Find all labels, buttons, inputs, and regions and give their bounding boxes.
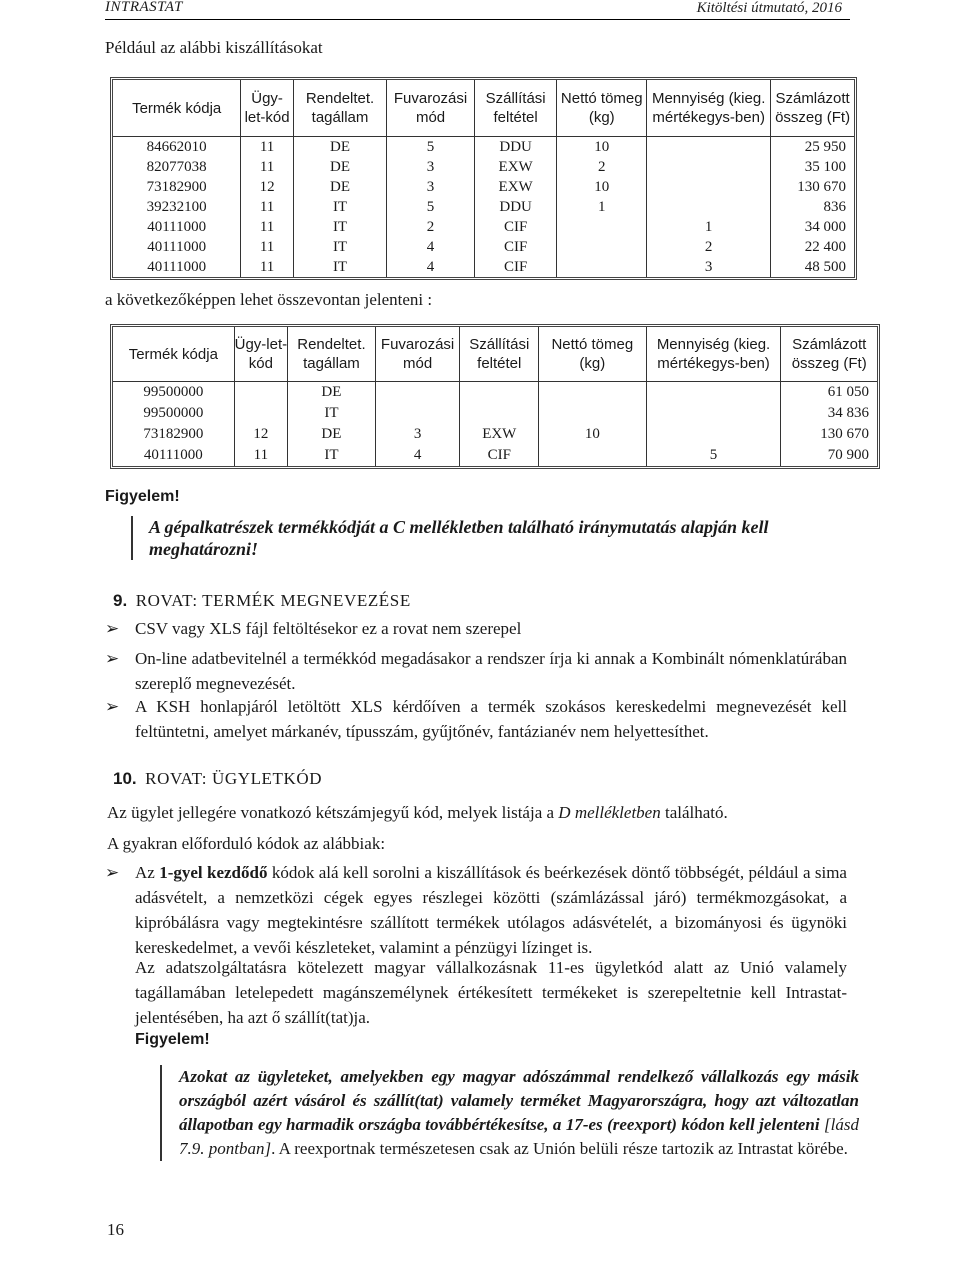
table-cell: 34 836 (780, 403, 877, 424)
table-cell: IT (293, 257, 386, 277)
table-row (113, 157, 854, 177)
table-cell: 40111000 (147, 219, 207, 235)
column-header: Számlázott összeg (Ft) (780, 327, 877, 382)
table-cell: 48 500 (770, 257, 854, 277)
column-header: Nettó tömeg (kg) (538, 327, 646, 382)
table-cell (538, 403, 646, 424)
table-cell: 4 (375, 445, 460, 466)
table-cell (556, 257, 646, 277)
table-cell: 11 (240, 237, 293, 257)
table-cell: IT (287, 445, 375, 466)
table-cell: 1 (556, 197, 646, 217)
section-number: 10. (113, 769, 137, 788)
table-cell: DE (293, 157, 386, 177)
table-cell: 3 (375, 424, 460, 445)
table-cell: 11 (240, 157, 293, 177)
bullet-text: On-line adatbevitelnél a termékkód megadásakor a rendszer írja ki annak a Kombinált nómenklatúrában szereplő megnevezését. (135, 649, 847, 693)
table-cell (646, 403, 781, 424)
column-header: Rendeltet. tagállam (287, 327, 375, 382)
table-cell: CIF (474, 237, 556, 257)
table-cell: IT (293, 197, 386, 217)
table-cell: 2 (386, 217, 474, 237)
table-cell (538, 382, 646, 403)
table-cell: 25 950 (770, 137, 854, 157)
table-cell (646, 177, 770, 197)
section-10-heading (113, 769, 322, 789)
column-header: Nettó tömeg (kg) (556, 80, 646, 137)
warning-title: Figyelem! (105, 488, 180, 505)
header-left: INTRASTAT (105, 0, 183, 15)
column-header: Ügy-let-kód (234, 327, 288, 382)
table-cell: DDU (474, 137, 556, 157)
table-cell: 39232100 (146, 199, 207, 215)
table-cell: 5 (386, 197, 474, 217)
table-cell: DDU (474, 197, 556, 217)
table-cell: EXW (459, 424, 538, 445)
table-cell: CIF (474, 217, 556, 237)
table-cell: 73182900 (143, 426, 204, 442)
table-row (113, 197, 854, 217)
arrow-bullet-icon: ➢ (105, 649, 120, 668)
table-cell: 3 (386, 177, 474, 197)
table-cell: 836 (770, 197, 854, 217)
section-title: ROVAT: ÜGYLETKÓD (145, 769, 323, 788)
table-cell: 99500000 (143, 384, 204, 400)
section-reference: [lásd 7.9. pontban] (179, 1115, 860, 1158)
table-row (113, 257, 854, 277)
table-cell: 10 (556, 177, 646, 197)
table-cell: 2 (646, 237, 770, 257)
table-cell: 11 (240, 257, 293, 277)
table-cell (556, 237, 646, 257)
table-cell: 4 (386, 257, 474, 277)
table-cell: DE (287, 424, 375, 445)
table-cell: EXW (474, 157, 556, 177)
table-body (113, 137, 854, 277)
table-cell: 5 (386, 137, 474, 157)
table-cell (646, 424, 781, 445)
page-header (105, 0, 850, 20)
table-cell: 1 (646, 217, 770, 237)
table-row (113, 382, 877, 403)
bullet-item (105, 694, 847, 744)
indented-paragraph: Az adatszolgáltatásra kötelezett magyar vállalkozásnak 11-es ügyletkód alatt az Unió valamely tagállamában letelepedett magánszemélynek értékesített termékeket is szerepeltetnie kell Intrastat-jelentésében, ha azt ő szállít(tat)ja. (135, 958, 847, 1027)
annex-ref: D mellékletben (558, 803, 661, 822)
table-cell: 3 (386, 157, 474, 177)
table-row (113, 137, 854, 157)
table-cell: DE (293, 177, 386, 197)
table-cell: 130 670 (770, 177, 854, 197)
table-cell (459, 382, 538, 403)
table-cell: 130 670 (780, 424, 877, 445)
table-cell: 12 (234, 424, 288, 445)
warning-text: Azokat az ügyleteket, amelyekben egy magyar adószámmal rendelkező vállalkozás egy másik országból azért vásárol és szállít(tat) valamely terméket Magyarországra, hogy azt változatlan állapotban egy harmadik országba továbbértékesítse, a 17-es (reexport) kódon kell jelenteni (179, 1067, 859, 1134)
arrow-bullet-icon: ➢ (105, 697, 120, 716)
column-header: Ügy-let-kód (240, 80, 293, 137)
table-cell: 10 (556, 137, 646, 157)
table-cell: DE (287, 382, 375, 403)
table-cell: 40111000 (143, 447, 203, 463)
warning-box (160, 1065, 859, 1161)
table-cell: 4 (386, 237, 474, 257)
column-header: Mennyiség (kieg. mértékegys-ben) (646, 327, 781, 382)
column-header: Mennyiség (kieg. mértékegys-ben) (646, 80, 770, 137)
table-cell (234, 403, 288, 424)
table-cell (646, 382, 781, 403)
bullet-item (105, 860, 847, 960)
table-row (113, 403, 877, 424)
column-header: Szállítási feltétel (474, 80, 556, 137)
table-cell: IT (287, 403, 375, 424)
table-header-row (113, 80, 854, 137)
table-row (113, 424, 877, 445)
warning-box: A gépalkatrészek termékkódját a C mellékletben található iránymutatás alapján kell meghatározni! (131, 516, 879, 560)
table-cell: 99500000 (143, 405, 204, 421)
table-cell (459, 403, 538, 424)
table-row (113, 445, 877, 466)
arrow-bullet-icon: ➢ (105, 863, 120, 882)
table-cell (646, 137, 770, 157)
column-header: Szállítási feltétel (459, 327, 538, 382)
header-right: Kitöltési útmutató, 2016 (696, 0, 842, 16)
table-cell (375, 382, 460, 403)
table-cell: 3 (646, 257, 770, 277)
table-cell: 35 100 (770, 157, 854, 177)
table-header-row (113, 327, 877, 382)
paragraph: A gyakran előforduló kódok az alábbiak: (107, 834, 386, 853)
table-cell: 2 (556, 157, 646, 177)
table-cell: 34 000 (770, 217, 854, 237)
table-cell: 12 (240, 177, 293, 197)
table-cell: EXW (474, 177, 556, 197)
table-cell: 73182900 (146, 179, 207, 195)
table-cell: 10 (538, 424, 646, 445)
table-cell: IT (293, 217, 386, 237)
table-cell: 84662010 (146, 139, 207, 155)
table-cell: 82077038 (146, 159, 207, 175)
page-number: 16 (107, 1220, 124, 1239)
table-cell (646, 197, 770, 217)
table-cell (234, 382, 288, 403)
table-row (113, 217, 854, 237)
table-cell: 5 (646, 445, 781, 466)
warning-tail: . A reexportnak természetesen csak az Unión belüli része tartozik az Intrastat körébe. (271, 1139, 848, 1158)
table-row (113, 177, 854, 197)
section-number: 9. (113, 591, 128, 610)
arrow-bullet-icon: ➢ (105, 619, 120, 638)
table-body (113, 382, 877, 466)
column-header: Fuvarozási mód (386, 80, 474, 137)
table-cell: 11 (234, 445, 288, 466)
bullet-text: A KSH honlapjáról letöltött XLS kérdőíven a termék szokásos kereskedelmi megnevezését kell feltüntetni, amelyet márkanév, típusszám, gyűjtőnév, fantázianév nem helyettesíthet. (135, 697, 847, 741)
text: található. (660, 803, 728, 822)
bullet-item (105, 646, 847, 696)
column-header: Számlázott összeg (Ft) (770, 80, 854, 137)
paragraph (107, 801, 852, 825)
intro-text: Például az alábbi kiszállításokat (105, 38, 323, 57)
table-cell: 70 900 (780, 445, 877, 466)
bullet-text: CSV vagy XLS fájl feltöltésekor ez a rovat nem szerepel (135, 619, 522, 638)
table-cell: IT (293, 237, 386, 257)
table-cell: 11 (240, 197, 293, 217)
bullet-text: Az 1-gyel kezdődő kódok alá kell sorolni a kiszállítások és beérkezések döntő többségét, például a sima adásvételt, a nemzetközi cégek egyes részlegei közötti (számlázással járó) termékmozgásokat, a kipróbálásra vagy megtekintésre szállított termékek utólagos adásvételét, a bizományosi és ügynöki kereskedelmet, a vevői készleteket, valamint a pénzügyi lízinget is. (135, 863, 847, 957)
aggregation-caption: a következőképpen lehet összevontan jelenteni : (105, 290, 433, 309)
section-9-heading (113, 591, 411, 611)
table-cell: 11 (240, 217, 293, 237)
table-cell: 11 (240, 137, 293, 157)
column-header: Termék kódja (113, 327, 234, 382)
section-title: ROVAT: TERMÉK MEGNEVEZÉSE (135, 591, 411, 610)
bullet-item (105, 616, 847, 641)
table-cell: 40111000 (147, 239, 207, 255)
table-cell (538, 445, 646, 466)
text: Az ügylet jellegére vonatkozó kétszámjegyű kód, melyek listája a (107, 803, 559, 822)
column-header: Rendeltet. tagállam (293, 80, 386, 137)
table-cell: 40111000 (147, 259, 207, 275)
table-cell: 22 400 (770, 237, 854, 257)
table-cell: CIF (459, 445, 538, 466)
table-cell: CIF (474, 257, 556, 277)
table-cell (646, 157, 770, 177)
table-cell: 61 050 (780, 382, 877, 403)
column-header: Fuvarozási mód (375, 327, 460, 382)
table-cell (375, 403, 460, 424)
aggregated-table (110, 324, 880, 469)
warning-title: Figyelem! (135, 1031, 210, 1048)
emphasis: 1-gyel kezdődő (159, 863, 268, 882)
table-row (113, 237, 854, 257)
table-cell (556, 217, 646, 237)
shipments-table (110, 77, 857, 280)
column-header: Termék kódja (113, 80, 240, 137)
table-cell: DE (293, 137, 386, 157)
